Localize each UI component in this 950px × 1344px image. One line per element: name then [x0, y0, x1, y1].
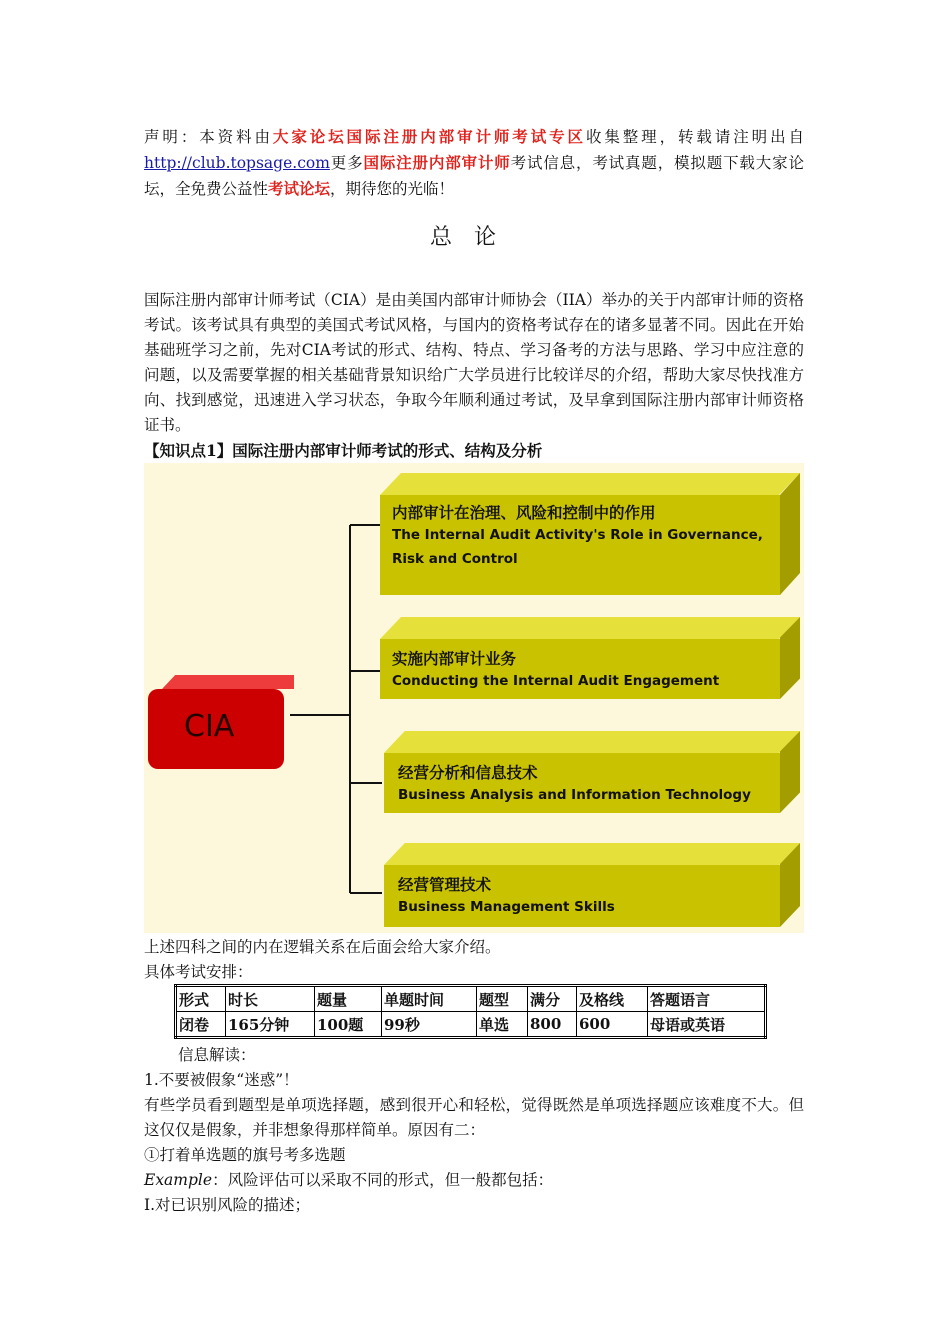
part-4-cn: 经营管理技术 — [398, 876, 492, 894]
table-header-cell: 题量 — [315, 986, 382, 1012]
exam-schedule-table — [174, 984, 767, 1039]
table-header-cell: 满分 — [528, 986, 577, 1012]
notice-text: 收集整理，转载请注明出自 — [585, 128, 804, 146]
document-body — [144, 124, 804, 202]
table-header-cell: 时长 — [226, 986, 315, 1012]
table-header-cell: 答题语言 — [648, 986, 766, 1012]
example-line — [144, 1168, 804, 1193]
table-cell: 99秒 — [382, 1012, 477, 1038]
item-1: I.对已识别风险的描述； — [144, 1196, 311, 1214]
notice-text: 考试信息，考试真题，模拟题下载大家论坛，全免费公益性 — [144, 154, 804, 198]
part-3-en: Business Analysis and Information Technology — [398, 787, 751, 803]
table-header-cell: 单题时间 — [382, 986, 477, 1012]
table-cell: 100题 — [315, 1012, 382, 1038]
table-cell: 165分钟 — [226, 1012, 315, 1038]
table-row — [176, 1012, 766, 1038]
part-4-en: Business Management Skills — [398, 899, 615, 915]
point-1-heading: 1.不要被假象“迷惑”！ — [144, 1071, 299, 1089]
notice-highlight-cia: 国际注册内部审计师 — [363, 153, 511, 172]
notice-text: 更多 — [329, 154, 364, 172]
part-3-cn: 经营分析和信息技术 — [398, 764, 538, 782]
example-label: Example — [144, 1171, 213, 1189]
table-cell: 单选 — [477, 1012, 528, 1038]
knowledge-heading: 【知识点1】国际注册内部审计师考试的形式、结构及分析 — [144, 441, 543, 460]
notice-paragraph — [144, 124, 804, 202]
part-1-en: The Internal Audit Activity's Role in Governance, Risk and Control — [392, 527, 763, 567]
table-cell: 600 — [577, 1012, 648, 1038]
table-header-cell: 题型 — [477, 986, 528, 1012]
cia-structure-diagram — [144, 463, 804, 933]
point-1-text: 有些学员看到题型是单项选择题，感到很开心和轻松，觉得既然是单项选择题应该难度不大。但这仅仅是假象，并非想象得那样简单。原因有二： — [144, 1096, 804, 1139]
notice-highlight-exam-forum: 考试论坛 — [268, 179, 331, 198]
table-cell: 闭卷 — [176, 1012, 226, 1038]
notice-highlight-forum: 大家论坛国际注册内部审计师考试专区 — [272, 127, 586, 146]
notice-text: ，期待您的光临！ — [330, 180, 455, 198]
notice-text: 声明：本资料由 — [144, 128, 273, 146]
intro-paragraph: 国际注册内部审计师考试（CIA）是由美国内部审计师协会（IIA）举办的关于内部审计师的资格考试。该考试具有典型的美国式考试风格，与国内的资格考试存在的诸多显著不同。因此在开始基础班学习之前，先对CIA考试的形式、结构、特点、学习备考的方法与思路、学习中应注意的问题，以及需要掌握的相关基础背景知识给广大学员进行比较详尽的介绍，帮助大家尽快找准方向、找到感觉，迅速进入学习状态，争取今年顺利通过考试，及早拿到国际注册内部审计师资格证书。 — [144, 291, 804, 434]
reason-1: ①打着单选题的旗号考多选题 — [144, 1146, 346, 1164]
part-1-cn: 内部审计在治理、风险和控制中的作用 — [392, 504, 656, 522]
table-header-cell: 及格线 — [577, 986, 648, 1012]
table-header-row — [176, 986, 766, 1012]
table-cell: 母语或英语 — [648, 1012, 766, 1038]
after-diagram-text: 上述四科之间的内在逻辑关系在后面会给大家介绍。 — [144, 938, 501, 956]
page-title: 总论 — [429, 225, 518, 250]
example-text: ：风险评估可以采取不同的形式，但一般都包括： — [212, 1171, 554, 1189]
schedule-label: 具体考试安排： — [144, 963, 253, 981]
table-cell: 800 — [528, 1012, 577, 1038]
part-2-en: Conducting the Internal Audit Engagement — [392, 673, 720, 689]
forum-link[interactable]: http://club.topsage.com — [144, 154, 330, 172]
info-label: 信息解读： — [178, 1046, 256, 1064]
table-header-cell: 形式 — [176, 986, 226, 1012]
cia-label: CIA — [184, 709, 235, 744]
part-2-cn: 实施内部审计业务 — [392, 650, 517, 668]
